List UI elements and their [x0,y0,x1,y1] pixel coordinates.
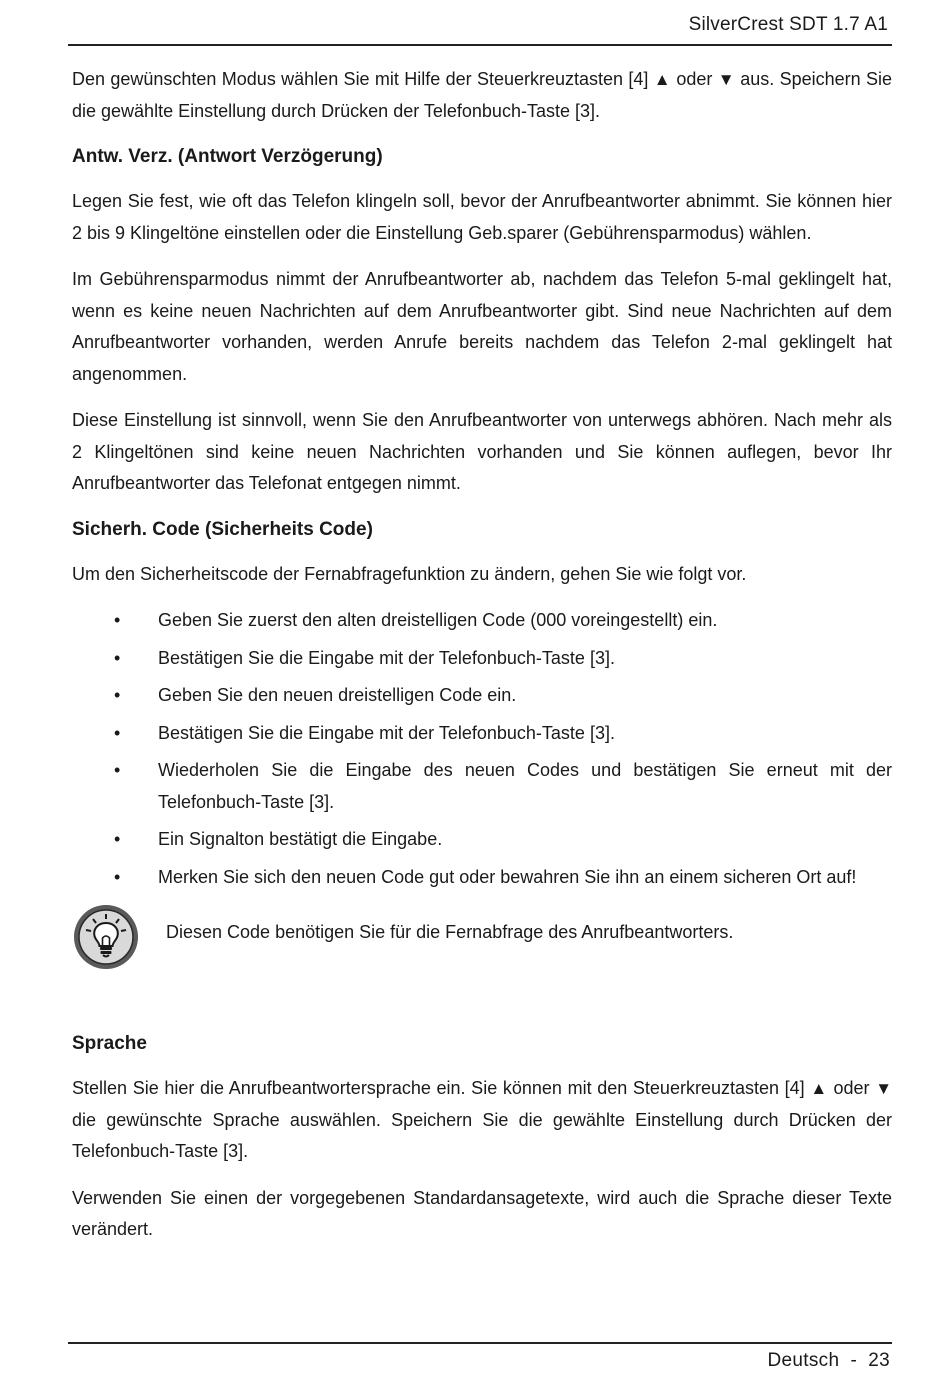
paragraph: Stellen Sie hier die Anrufbeantwortersprache ein. Sie können mit den Steuerkreuztasten [4] ▲ oder ▼ die gewünschte Sprache auswählen. Speichern Sie die gewählte Einstellung durch Drücken der Telefonbuch-Taste [3]. [72,1078,893,1161]
intro-paragraph: Den gewünschten Modus wählen Sie mit Hilfe der Steuerkreuztasten [4] ▲ oder ▼ aus. Speichern Sie die gewählte Einstellung durch Drücken der Telefonbuch-Taste [3]. [72,69,893,121]
section-heading-antwort-verzoegerung: Antw. Verz. (Antwort Verzögerung) [72,146,383,167]
bullet-icon: • [114,760,121,780]
lightbulb-icon [72,903,140,971]
paragraph: Legen Sie fest, wie oft das Telefon klingeln soll, bevor der Anrufbeantworter abnimmt. Sie können hier 2 bis 9 Klingeltöne einstellen oder die Einstellung Geb.sparer (Gebührensparmodus) wählen. [72,191,892,243]
paragraph: Im Gebührensparmodus nimmt der Anrufbeantworter ab, nachdem das Telefon 5-mal geklingelt hat, wenn es keine neuen Nachrichten auf dem Anrufbeantworter gibt. Sind neue Nachrichten auf dem Anrufbeantworter vorhanden, werden Anrufe bereits nachdem das Telefon 2-mal geklingelt hat angenommen. [72,269,892,384]
page-content [72,64,892,1261]
bullet-icon: • [114,647,121,668]
paragraph: Verwenden Sie einen der vorgegebenen Standardansagetexte, wird auch die Sprache dieser Texte verändert. [72,1187,892,1239]
page-number: Deutsch - 23 [767,1350,890,1371]
list-item: • Bestätigen Sie die Eingabe mit der Telefonbuch-Taste [3]. [72,718,892,750]
paragraph: Diese Einstellung ist sinnvoll, wenn Sie den Anrufbeantworter von unterwegs abhören. Nach mehr als 2 Klingeltönen sind keine neuen Nachrichten vorhanden und Sie können auflegen, bevor Ihr Anrufbeantworter das Telefonat entgegen nimmt. [72,410,892,493]
section-heading-sicherheits-code: Sicherh. Code (Sicherheits Code) [72,518,373,540]
list-item: • Bestätigen Sie die Eingabe mit der Telefonbuch-Taste [3]. [72,643,892,675]
tip-box [72,901,892,977]
bullet-icon: • [114,866,121,887]
list-item: • Wiederholen Sie die Eingabe des neuen Codes und bestätigen Sie erneut mit der Telefonbuch-Taste [3]. [72,755,892,818]
bullet-icon: • [114,610,121,630]
header-title: SilverCrest SDT 1.7 A1 [688,14,888,35]
list-item: • Geben Sie zuerst den alten dreistelligen Code (000 voreingestellt) ein. [72,605,892,637]
up-arrow-icon: ▲ [810,1079,828,1098]
bullet-list [72,605,892,893]
list-item: • Geben Sie den neuen dreistelligen Code ein. [72,680,892,712]
down-arrow-icon: ▼ [717,70,735,89]
tip-text: Diesen Code benötigen Sie für die Fernabfrage des Anrufbeantworters. [166,922,734,942]
bullet-icon: • [114,685,121,705]
bullet-icon: • [114,829,121,849]
page-footer [68,1342,892,1374]
down-arrow-icon: ▼ [875,1079,893,1098]
up-arrow-icon: ▲ [653,70,671,89]
paragraph: Um den Sicherheitscode der Fernabfragefunktion zu ändern, gehen Sie wie folgt vor. [72,563,747,584]
page-header [68,10,892,46]
bullet-icon: • [114,722,121,743]
list-item: • Ein Signalton bestätigt die Eingabe. [72,824,892,856]
section-heading-sprache: Sprache [72,1033,147,1054]
spacer [72,977,892,1029]
list-item: • Merken Sie sich den neuen Code gut oder bewahren Sie ihn an einem sicheren Ort auf! [72,862,892,894]
